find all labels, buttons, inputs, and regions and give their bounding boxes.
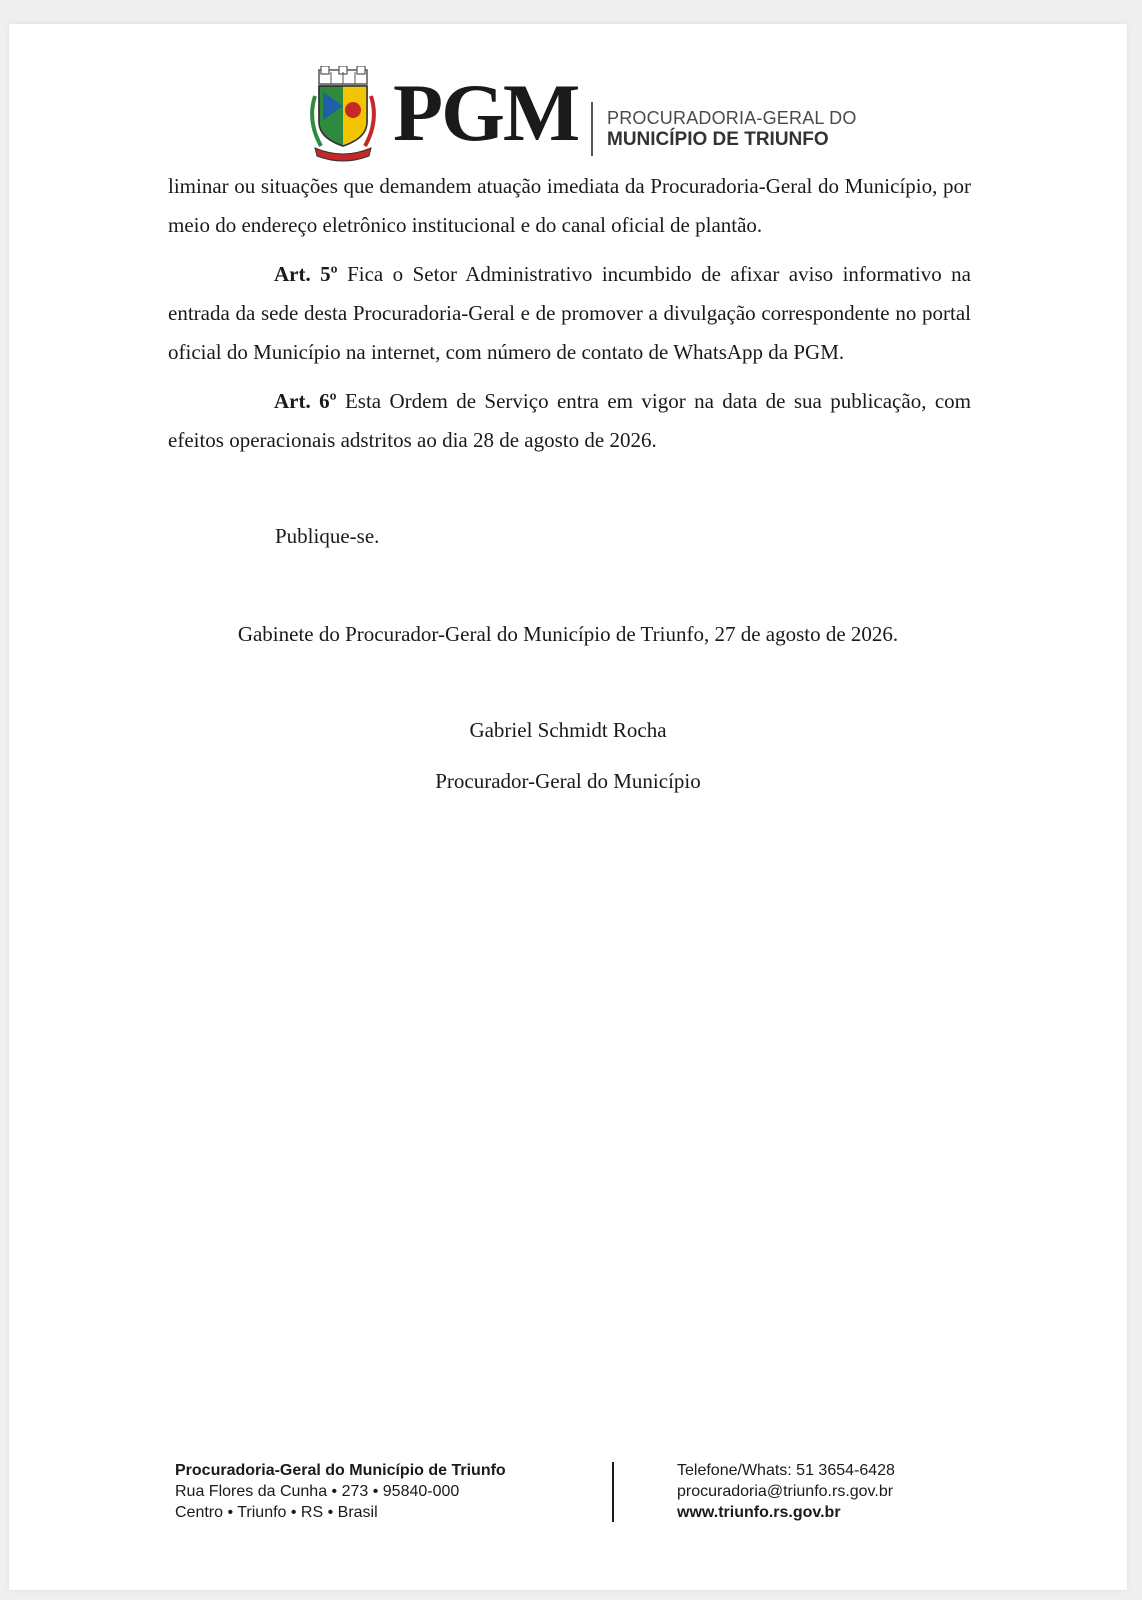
paragraph-continuation: liminar ou situações que demandem atuação imediata da Procuradoria-Geral do Município, por meio do endereço eletrônico institucional e do canal oficial de plantão. <box>168 174 971 237</box>
article-6-label: Art. 6º <box>274 389 337 413</box>
document-page <box>9 24 1127 1590</box>
article-6-text: Esta Ordem de Serviço entra em vigor na data de sua publicação, com efeitos operacionais adstritos ao dia 28 de agosto de 2026. <box>168 389 971 452</box>
letterhead <box>305 66 865 166</box>
footer-city: Centro • Triunfo • RS • Brasil <box>175 1504 378 1521</box>
article-5 <box>168 255 971 372</box>
place-and-date: Gabinete do Procurador-Geral do Município de Triunfo, 27 de agosto de 2026. <box>237 622 899 646</box>
pgm-logo-text: PGM <box>393 67 579 158</box>
publique-se: Publique-se. <box>275 524 380 548</box>
footer-street-address: Rua Flores da Cunha • 273 • 95840-000 <box>175 1483 460 1500</box>
footer-divider <box>612 1462 614 1522</box>
footer-email: procuradoria@triunfo.rs.gov.br <box>677 1483 894 1500</box>
municipal-coat-of-arms-icon <box>305 66 381 162</box>
org-name-line1: PROCURADORIA-GERAL DO <box>607 108 857 128</box>
signer-name: Gabriel Schmidt Rocha <box>469 718 667 742</box>
footer-phone: Telefone/Whats: 51 3654-6428 <box>677 1462 895 1479</box>
logo-divider <box>591 102 593 156</box>
article-5-text: Fica o Setor Administrativo incumbido de afixar aviso informativo na entrada da sede desta Procuradoria-Geral e de promover a divulgação correspondente no portal oficial do Município na internet, com número de contato de WhatsApp da PGM. <box>168 262 971 364</box>
footer-org-name: Procuradoria-Geral do Município de Triunfo <box>175 1462 506 1479</box>
footer-website: www.triunfo.rs.gov.br <box>677 1504 841 1521</box>
document-body <box>168 167 971 470</box>
article-6 <box>168 382 971 460</box>
footer-address-block <box>175 1460 506 1523</box>
signer-role: Procurador-Geral do Município <box>435 769 701 793</box>
org-name-line2: MUNICÍPIO DE TRIUNFO <box>607 129 829 150</box>
footer-contact-block <box>677 1460 895 1523</box>
article-5-label: Art. 5º <box>274 262 338 286</box>
